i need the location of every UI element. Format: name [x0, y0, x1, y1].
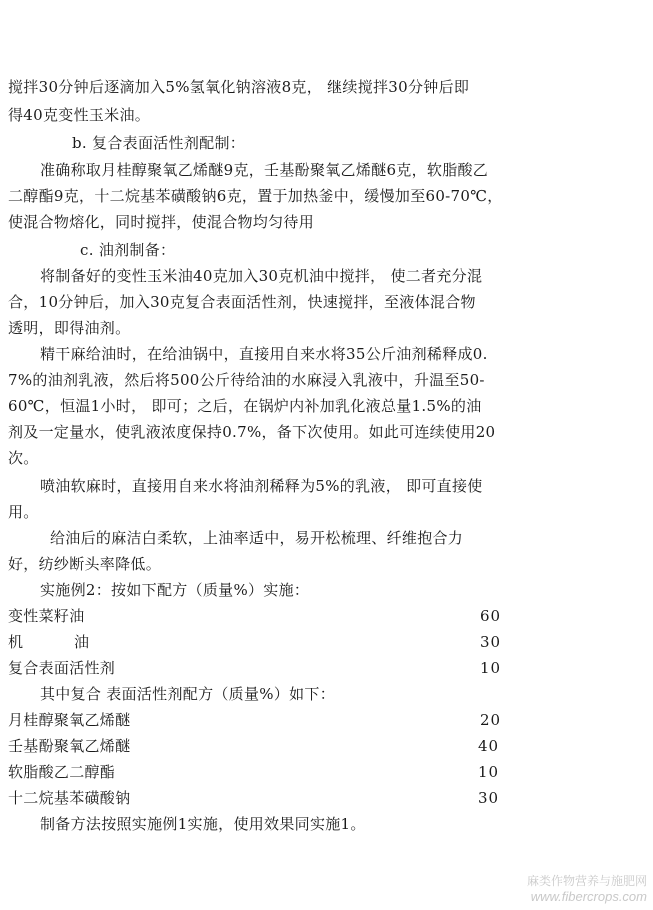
- watermark-site-name: 麻类作物营养与施肥网: [526, 874, 647, 888]
- ingredient-name: 月桂醇聚氧乙烯醚: [8, 711, 131, 729]
- paragraph-line: 好，纺纱断头率降低。: [8, 555, 162, 573]
- closing-paragraph: 制备方法按照实施例1实施，使用效果同实施1。: [40, 815, 366, 833]
- paragraph-line: 喷油软麻时，直接用自来水将油剂稀释为5%的乳液， 即可直接使: [40, 477, 483, 495]
- paragraph-line: 7%的油剂乳液，然后将500公斤待给油的水麻浸入乳液中，升温至50-: [8, 371, 485, 389]
- ingredient-name: 变性菜籽油: [8, 607, 85, 625]
- paragraph-line: 合，10分钟后，加入30克复合表面活性剂，快速搅拌，至液体混合物: [8, 293, 476, 311]
- ingredient-value: 30: [480, 633, 502, 651]
- formula-intro: 其中复合 表面活性剂配方（质量%）如下：: [40, 685, 336, 703]
- paragraph-line: 搅拌30分钟后逐滴加入5%氢氧化钠溶液8克， 继续搅拌30分钟后即: [8, 78, 470, 96]
- watermark-url: www.fibercrops.com: [530, 889, 647, 904]
- paragraph-line: 准确称取月桂醇聚氧乙烯醚9克，壬基酚聚氧乙烯醚6克，软脂酸乙: [40, 161, 489, 179]
- paragraph-line: 得40克变性玉米油。: [8, 106, 151, 124]
- paragraph-line: 给油后的麻洁白柔软，上油率适中，易开松梳理、纤维抱合力: [50, 529, 464, 547]
- example-heading: 实施例2：按如下配方（质量%）实施：: [40, 581, 310, 599]
- paragraph-line: 使混合物熔化，同时搅拌，使混合物均匀待用: [8, 213, 315, 231]
- ingredient-name: 机 油: [8, 633, 90, 651]
- site-watermark: [527, 874, 647, 904]
- ingredient-name: 复合表面活性剂: [8, 659, 116, 677]
- ingredient-value: 60: [480, 607, 502, 625]
- section-heading-c: c. 油剂制备：: [80, 241, 176, 259]
- ingredient-name: 十二烷基苯磺酸钠: [8, 789, 131, 807]
- ingredient-value: 30: [478, 789, 500, 807]
- ingredient-value: 40: [478, 737, 500, 755]
- ingredient-value: 10: [478, 763, 500, 781]
- paragraph-line: 用。: [8, 503, 39, 521]
- ingredient-value: 10: [480, 659, 502, 677]
- paragraph-line: 精干麻给油时，在给油锅中，直接用自来水将35公斤油剂稀释成0.: [40, 345, 488, 363]
- ingredient-value: 20: [480, 711, 502, 729]
- paragraph-line: 60℃，恒温1小时， 即可；之后，在锅炉内补加乳化液总量1.5%的油: [8, 397, 482, 415]
- ingredient-name: 壬基酚聚氧乙烯醚: [8, 737, 131, 755]
- section-heading-b: b. 复合表面活性剂配制：: [72, 134, 246, 152]
- paragraph-line: 次。: [8, 449, 39, 467]
- paragraph-line: 二醇酯9克，十二烷基苯磺酸钠6克，置于加热釜中，缓慢加至60-70℃，: [8, 187, 503, 205]
- paragraph-line: 剂及一定量水，使乳液浓度保持0.7%，备下次使用。如此可连续使用20: [8, 423, 496, 441]
- ingredient-name: 软脂酸乙二醇酯: [8, 763, 116, 781]
- paragraph-line: 将制备好的变性玉米油40克加入30克机油中搅拌， 使二者充分混: [40, 267, 483, 285]
- paragraph-line: 透明，即得油剂。: [8, 319, 131, 337]
